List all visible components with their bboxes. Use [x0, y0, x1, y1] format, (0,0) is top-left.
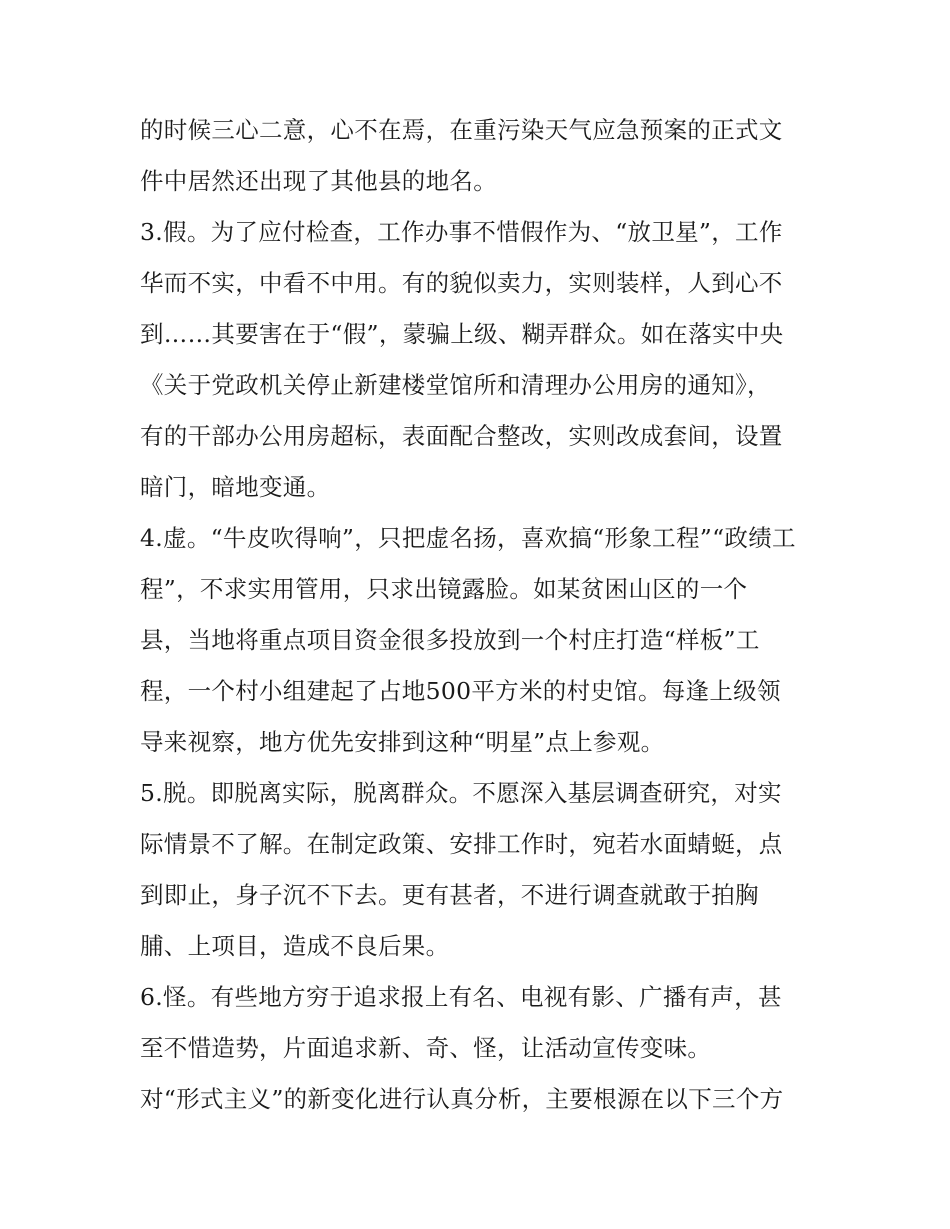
text-line: 导来视察，地方优先安排到这种“明星”点上参观。 — [140, 728, 665, 756]
text-line: 到即止，身子沉不下去。更有甚者，不进行调查就敢于拍胸 — [140, 881, 759, 909]
text-line: 至不惜造势，片面追求新、奇、怪，让活动宣传变味。 — [140, 1034, 712, 1062]
text-line: 5.脱。即脱离实际，脱离群众。不愿深入基层调查研究，对实 — [140, 779, 782, 807]
text-line: 4.虚。“牛皮吹得响”，只把虚名扬，喜欢搞“形象工程”“政绩工 — [140, 524, 796, 552]
text-line: 际情景不了解。在制定政策、安排工作时，宛若水面蜻蜓，点 — [140, 830, 783, 858]
text-line: 的时候三心二意，心不在焉，在重污染天气应急预案的正式文 — [140, 116, 783, 144]
text-line: 到……其要害在于“假”，蒙骗上级、糊弄群众。如在落实中央 — [140, 320, 784, 348]
text-line: 程，一个村小组建起了占地500平方米的村史馆。每逢上级领 — [140, 677, 781, 705]
text-line: 《关于党政机关停止新建楼堂馆所和清理办公用房的通知》， — [140, 371, 771, 399]
text-line: 程”，不求实用管用，只求出镜露脸。如某贫困山区的一个 — [140, 575, 748, 603]
text-line: 暗门，暗地变通。 — [140, 473, 331, 501]
text-line: 脯、上项目，造成不良后果。 — [140, 932, 450, 960]
text-line: 有的干部办公用房超标，表面配合整改，实则改成套间，设置 — [140, 422, 783, 450]
text-line: 华而不实，中看不中用。有的貌似卖力，实则装样，人到心不 — [140, 269, 783, 297]
body-text — [140, 105, 820, 1125]
text-line: 6.怪。有些地方穷于追求报上有名、电视有影、广播有声，甚 — [140, 983, 782, 1011]
text-line: 县，当地将重点项目资金很多投放到一个村庄打造“样板”工 — [140, 626, 760, 654]
text-line: 3.假。为了应付检查，工作办事不惜假作为、“放卫星”，工作 — [140, 218, 783, 246]
text-line: 对“形式主义”的新变化进行认真分析，主要根源在以下三个方 — [140, 1085, 784, 1113]
text-line: 件中居然还出现了其他县的地名。 — [140, 167, 497, 195]
